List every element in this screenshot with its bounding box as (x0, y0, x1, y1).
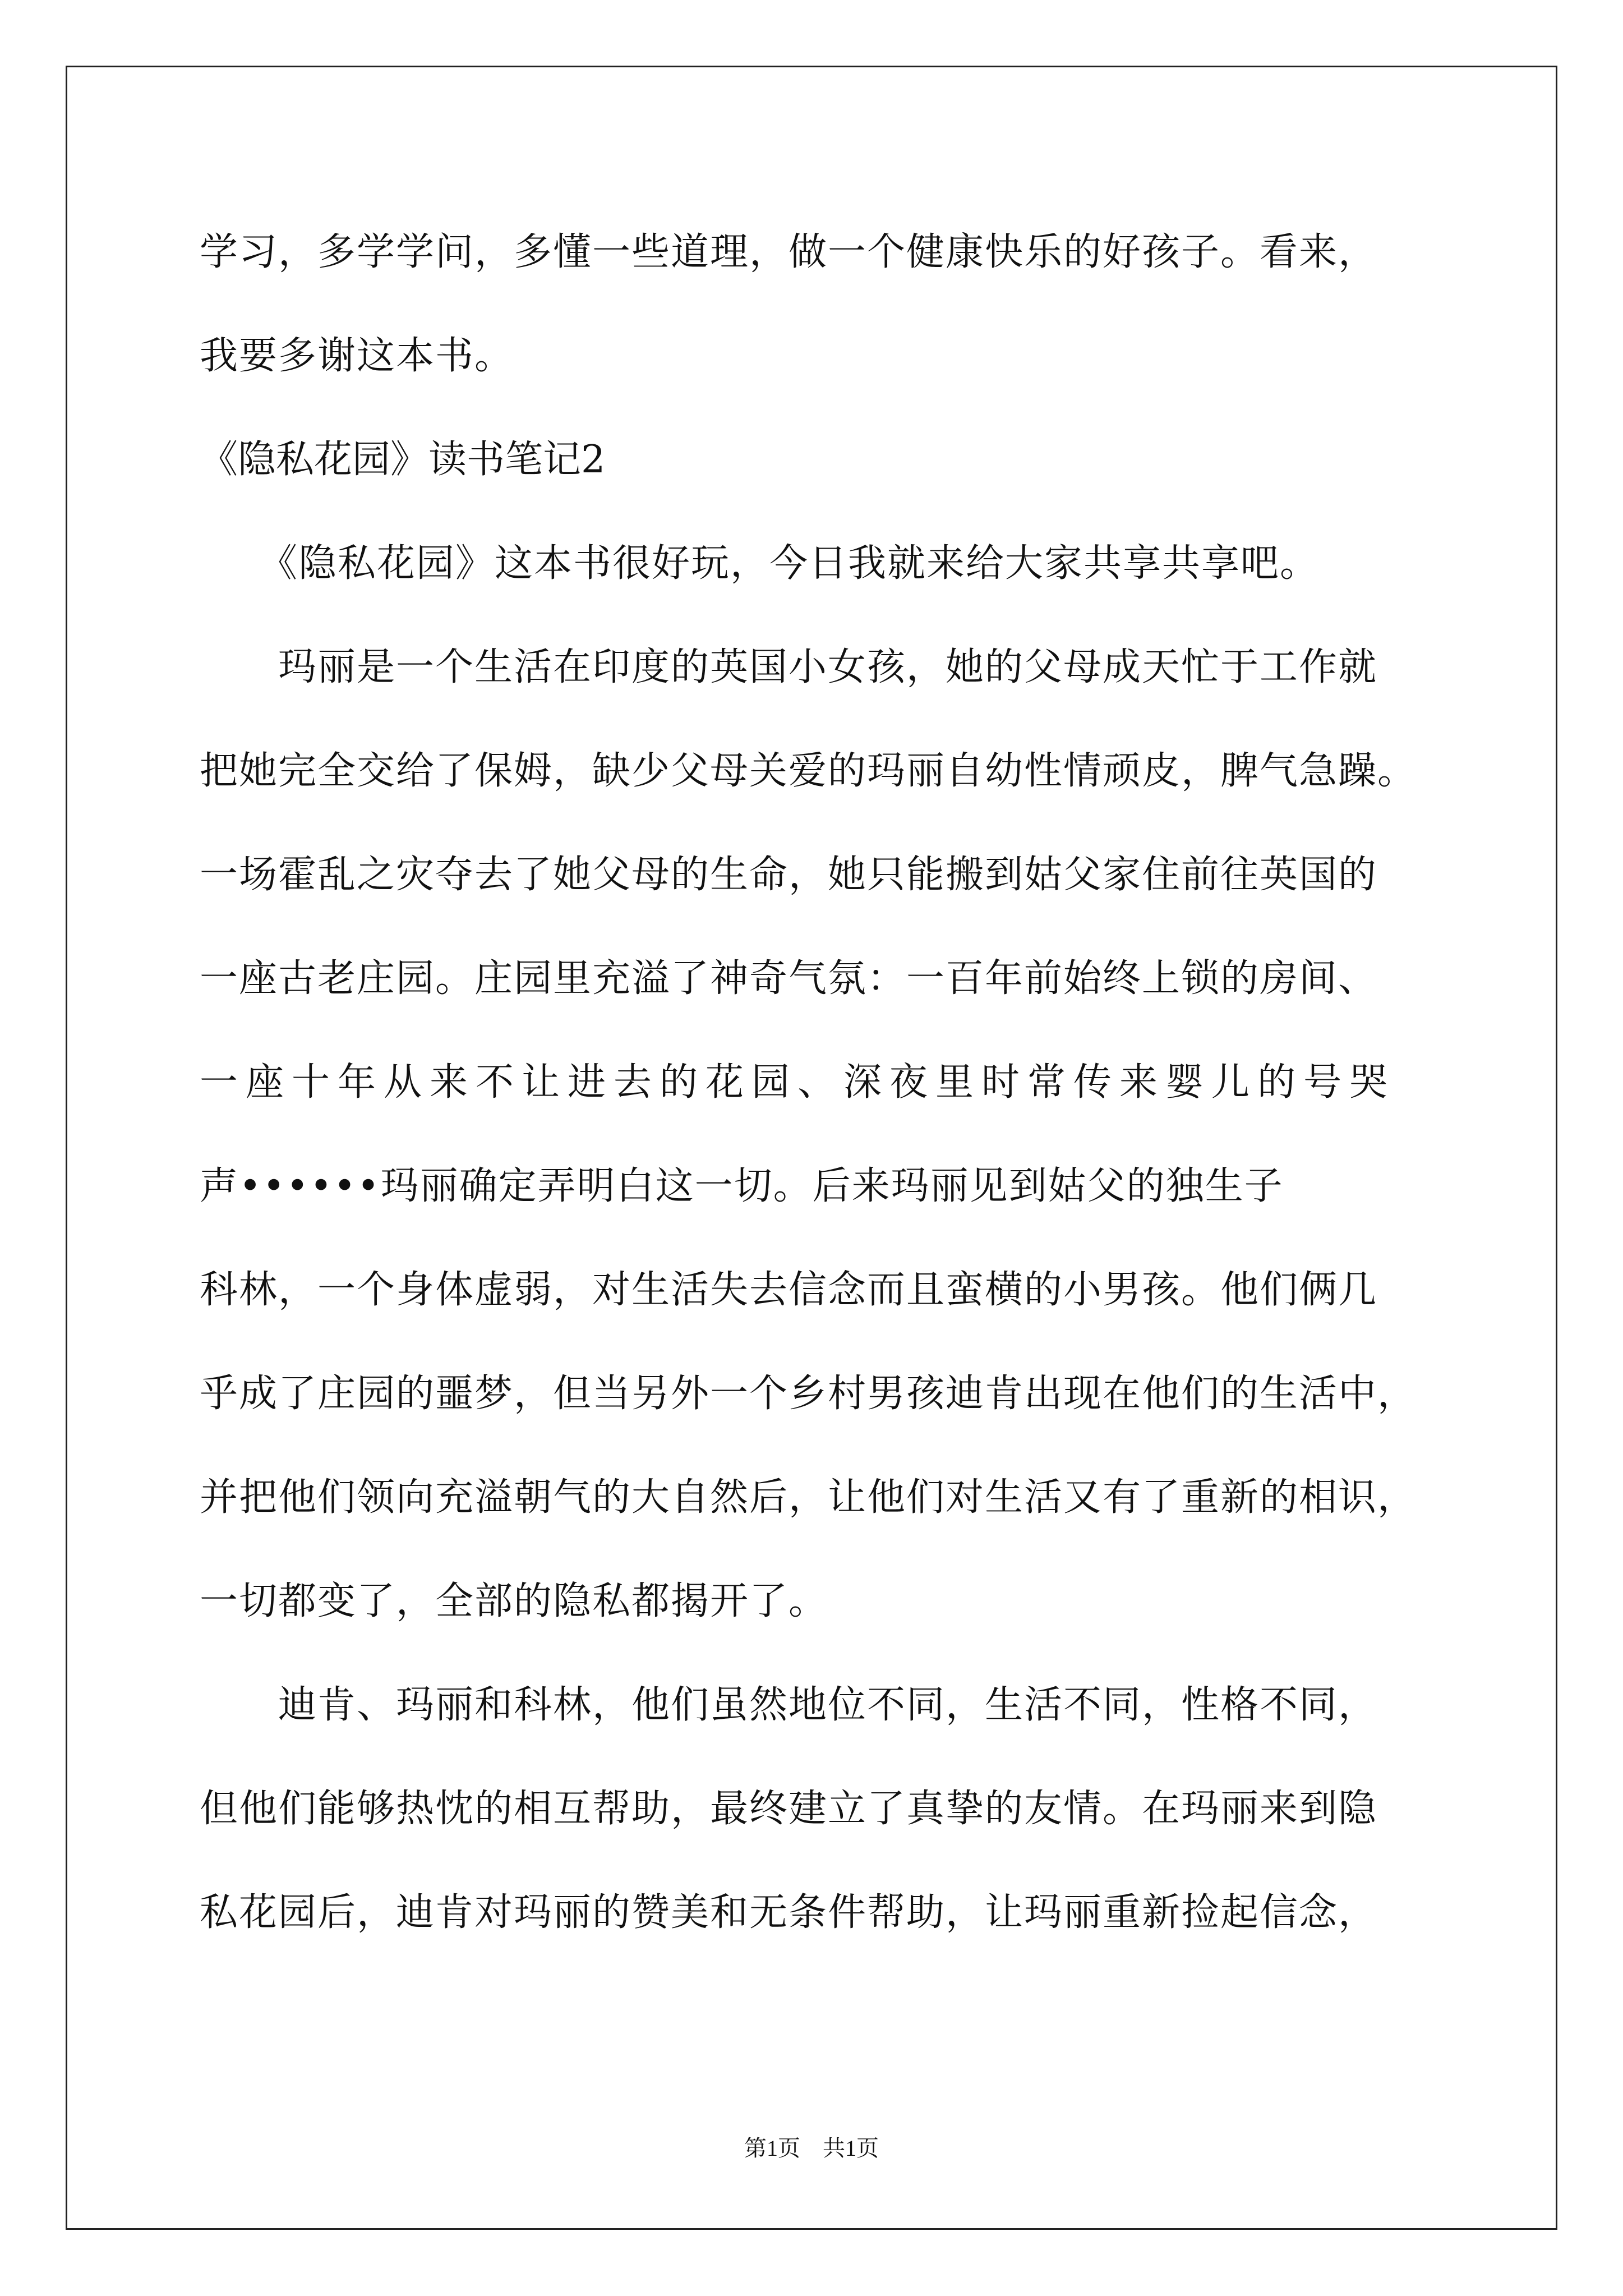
text-line: 科林，一个身体虚弱，对生活失去信念而且蛮横的小男孩。他们俩几 (200, 1268, 1378, 1312)
text-line: 并把他们领向充溢朝气的大自然后，让他们对生活又有了重新的相识， (200, 1475, 1417, 1520)
text-line: 一切都变了，全部的隐私都揭开了。 (200, 1579, 828, 1623)
text-line: 学习，多学学问，多懂一些道理，做一个健康快乐的好孩子。看来， (200, 230, 1378, 274)
text-line: 私花园后，迪肯对玛丽的赞美和无条件帮助，让玛丽重新捡起信念， (200, 1890, 1378, 1935)
text-line: 我要多谢这本书。 (200, 334, 514, 378)
text-line: 迪肯、玛丽和科林，他们虽然地位不同，生活不同，性格不同， (200, 1683, 1378, 1727)
text-line: 但他们能够热忱的相互帮助，最终建立了真挚的友情。在玛丽来到隐 (200, 1787, 1378, 1831)
text-line: 玛丽是一个生活在印度的英国小女孩，她的父母成天忙于工作就 (200, 645, 1378, 689)
text-line: 一座古老庄园。庄园里充溢了神奇气氛：一百年前始终上锁的房间、 (200, 956, 1378, 1001)
text-line: 一座十年从来不让进去的花园、深夜里时常传来婴儿的号哭 (200, 1060, 1396, 1105)
text-line: 《隐私花园》这本书很好玩，今日我就来给大家共享共享吧。 (200, 541, 1320, 586)
text-line: 乎成了庄园的噩梦，但当另外一个乡村男孩迪肯出现在他们的生活中， (200, 1372, 1417, 1416)
text-line: 声••••••玛丽确定弄明白这一切。后来玛丽见到姑父的独生子 (200, 1164, 1284, 1208)
text-line: 一场霍乱之灾夺去了她父母的生命，她只能搬到姑父家住前往英国的 (200, 853, 1378, 897)
section-heading: 《隐私花园》读书笔记2 (200, 438, 606, 482)
text-line: 把她完全交给了保姆，缺少父母关爱的玛丽自幼性情顽皮，脾气急躁。 (200, 749, 1417, 793)
page-number-footer: 第1页 共1页 (744, 2136, 879, 2161)
